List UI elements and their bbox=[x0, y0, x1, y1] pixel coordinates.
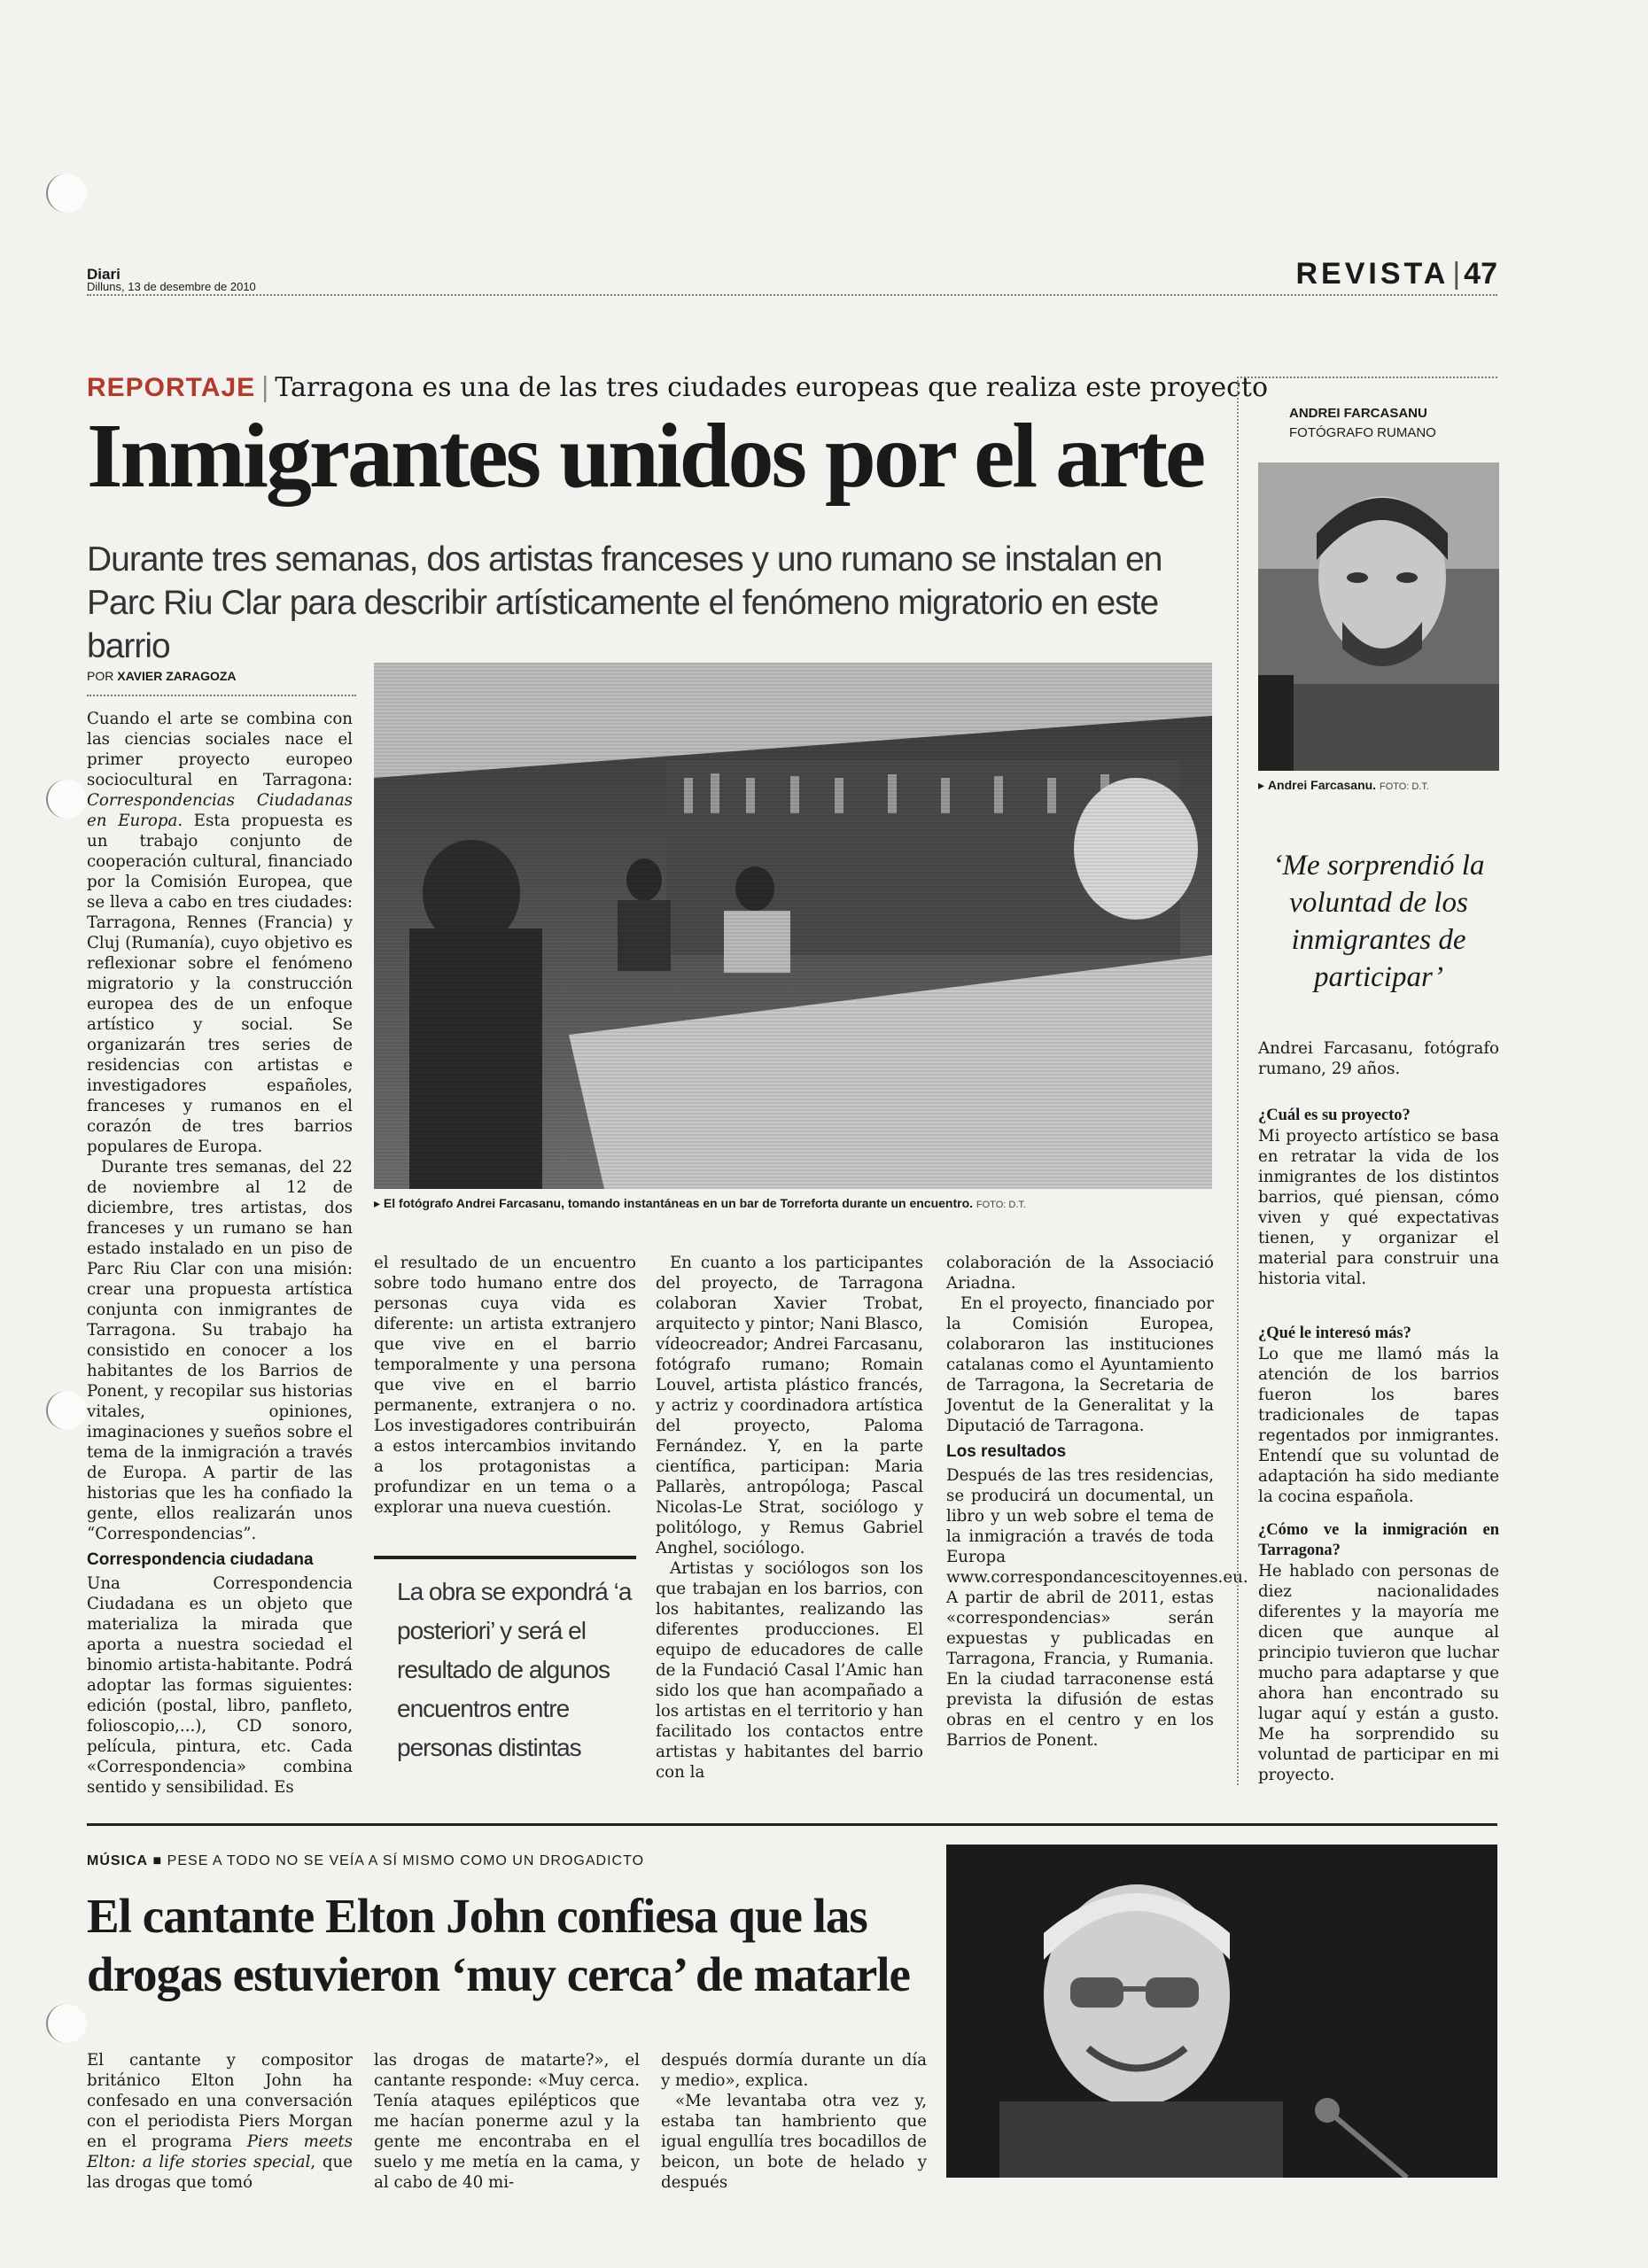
sidebar-intro-text: Andrei Farcasanu, fotógrafo rumano, 29 años. bbox=[1258, 1039, 1499, 1078]
issue-date: Dilluns, 13 de desembre de 2010 bbox=[87, 280, 256, 293]
question-3: ¿Cómo ve la inmigración en Tarragona? bbox=[1258, 1521, 1499, 1559]
sidebar-qa-1 bbox=[1258, 1106, 1499, 1289]
page-number: 47 bbox=[1464, 257, 1497, 291]
sidebar-intro bbox=[1258, 1038, 1499, 1079]
article-column-4 bbox=[946, 1253, 1248, 1751]
music-column-3 bbox=[661, 2050, 927, 2193]
portrait-image bbox=[1258, 462, 1499, 771]
question-1: ¿Cuál es su proyecto? bbox=[1258, 1107, 1411, 1124]
col1-p1-text-a: Cuando el arte se combina con las ciencias sociales nace el primer proyecto europeo sociocultural en Tarragona: bbox=[87, 710, 353, 789]
punch-hole-top bbox=[46, 174, 87, 213]
byline-author: XAVIER ZARAGOZA bbox=[117, 669, 237, 683]
music-col2-paragraph: las drogas de matarte?», el cantante responde: «Muy cerca. Tenía ataques epilépticos que me hacían ponerme azul y la gente me encontraba en el suelo y me metía en la cama, y al cabo de 40 mi- bbox=[374, 2051, 640, 2192]
music-headline: El cantante Elton John confiesa que las drogas estuvieron ‘muy cerca’ de matarle bbox=[87, 1889, 910, 2001]
section-label: REVISTA | 47 bbox=[1295, 257, 1497, 291]
col1-subheading: Correspondencia ciudadana bbox=[87, 1550, 314, 1569]
col4-paragraph-2: En el proyecto, financiado por la Comisión Europea, colaboraron las instituciones catalanas como el Ayuntamiento de Tarragona, la Secretaria de Joventut de la Generalitat y la Diputació de Tarragona. bbox=[946, 1294, 1214, 1435]
music-column-1 bbox=[87, 2050, 353, 2193]
bar-photo bbox=[374, 663, 1212, 1189]
sidebar-quote: ‘Me sorprendió la voluntad de los inmigrantes de participar’ bbox=[1272, 850, 1485, 993]
answer-1: Mi proyecto artístico se basa en retratar la vida de los inmigrantes de los distintos barrios, qué piensan, cómo viven y qué expectativas tienen, y organizar el material para construir una historia vital. bbox=[1258, 1127, 1499, 1288]
header-rule bbox=[87, 294, 1497, 296]
byline-rule bbox=[87, 695, 356, 696]
paper-name: Diari bbox=[87, 266, 120, 283]
kicker-text: Tarragona es una de las tres ciudades europeas que realiza este proyecto bbox=[275, 372, 1269, 403]
kicker-label: REPORTAJE bbox=[87, 373, 256, 402]
col2-paragraph-1: el resultado de un encuentro sobre todo humano entre dos personas cuya vida es diferente: un artista extranjero que vive en el barrio temporalmente y una persona que vive en el barrio permanente, extranjera o no. Los investigadores contribuirán a estos intercambios invitando a los protagonistas a profundizar en un tema o a explorar una nueva cuestión. bbox=[374, 1254, 636, 1517]
elton-image bbox=[946, 1845, 1497, 2178]
article-column-3 bbox=[656, 1253, 923, 1783]
portrait-caption: ▸ Andrei Farcasanu. FOTO: D.T. bbox=[1258, 778, 1429, 792]
bar-photo-caption-text: El fotógrafo Andrei Farcasanu, tomando instantáneas en un bar de Torreforta durante un encuentro. bbox=[383, 1196, 974, 1210]
answer-2: Lo que me llamó más la atención de los barrios fueron los bares tradicionales de tapas regentados por inmigrantes. Entendí que su voluntad de adaptación ha sido mediante la cocina española. bbox=[1258, 1345, 1499, 1506]
music-kicker: MÚSICA ■ PESE A TODO NO SE VEÍA A SÍ MISMO COMO UN DROGADICTO bbox=[87, 1853, 645, 1868]
col4-paragraph-1: colaboración de la Associació Ariadna. bbox=[946, 1254, 1214, 1293]
sidebar-top-rule bbox=[1237, 377, 1497, 378]
col3-paragraph-1: En cuanto a los participantes del proyecto, de Tarragona colaboran Xavier Trobat, arquitecto y pintor; Nani Blasco, vídeocreador; Andrei Farcasanu, fotógrafo rumano; Romain Louvel, artista plástico francés, y actriz y coordinadora artística del proyecto, Paloma Fernández. Y, en la parte científica, participan: Maria Pallarès, antropóloga; Pascal Nicolas-Le Strat, sociólogo y politólogo, y Remus Gabriel Anghel, sociólogo. bbox=[656, 1254, 924, 1557]
col1-p1-text-b: . Esta propuesta es un trabajo conjunto de cooperación cultural, financiado por la Comisión Europea, que se lleva a cabo en tres ciudades: Tarragona, Rennes (Francia) y Cluj (Rumanía), cuyo objetivo es reflexionar sobre el fenómeno migratorio y la construcción europea des de un enfoque artístico y social. Se organizarán tres series de residencias con artistas e investigadores españoles, franceses y rumanos en el corazón de tres barrios populares de Europa. bbox=[87, 812, 353, 1156]
punch-hole-bottom bbox=[46, 2004, 87, 2043]
pullquote-rule bbox=[374, 1556, 636, 1559]
col4-subheading: Los resultados bbox=[946, 1442, 1067, 1461]
music-col3-paragraph-2: «Me levantaba otra vez y, estaba tan hambriento que igual engullía tres bocadillos de beicon, un bote de helado y después bbox=[661, 2092, 927, 2192]
byline bbox=[87, 669, 237, 683]
music-col1-paragraph bbox=[87, 2050, 353, 2193]
question-2: ¿Qué le interesó más? bbox=[1258, 1324, 1411, 1342]
bar-photo-caption: ▸ El fotógrafo Andrei Farcasanu, tomando instantáneas en un bar de Torreforta durante un encuentro. FOTO: D.T. bbox=[374, 1196, 1026, 1210]
col4-paragraph-3: Después de las tres residencias, se producirá un documental, un libro y un web sobre el tema de la inmigración a través de toda Europa www.correspondancescitoyennes.eu. A partir de abril de 2011, estas «correspondencias» serán expuestas y publicadas en Tarragona, Francia, y Rumania. En la ciudad tarraconense está prevista la difusión de estas obras en el centro y en los Barrios de Ponent. bbox=[946, 1466, 1248, 1750]
pullquote: La obra se expondrá ‘a posteriori’ y será el resultado de algunos encuentros entre personas distintas bbox=[397, 1578, 632, 1761]
col1-paragraph-2: Durante tres semanas, del 22 de noviembre al 12 de diciembre, tres artistas, dos franceses y un rumano se han estado instalado en un piso de Parc Riu Clar con una misión: crear una propuesta artística conjunta con inmigrantes de Tarragona. Su trabajo ha consistido en conocer a los habitantes de los Barrios de Ponent, y recopilar sus historias vitales, opiniones, imaginaciones y sueños sobre el tema de la inmigración a través de Europa. A partir de las historias que les ha confiado la gente, ellos realizarán unos “Correspondencias”. bbox=[87, 1158, 353, 1543]
col3-paragraph-2: Artistas y sociólogos son los que trabajan en los barrios, con los habitantes, realizando las diferentes producciones. El equipo de educadores de calle de la Fundació Casal l’Amic han sido los que han acompañado a los artistas en el territorio y han facilitado los contactos entre artistas y habitantes del barrio con la bbox=[656, 1559, 923, 1782]
col1-p1-italic: Correspondencias Ciudadanas en Europa bbox=[87, 791, 353, 830]
sidebar-qa-3 bbox=[1258, 1520, 1499, 1785]
music-col1-text-b: , que las drogas que tomó bbox=[87, 2153, 353, 2192]
punch-hole-middle bbox=[46, 780, 87, 819]
col1-paragraph-1 bbox=[87, 709, 353, 1157]
byline-prefix: POR bbox=[87, 669, 114, 683]
article-subhead: Durante tres semanas, dos artistas franceses y uno rumano se instalan en Parc Riu Clar para describir artísticamente el fenómeno migratorio en este barrio bbox=[87, 540, 1162, 665]
sidebar-name: ANDREI FARCASANU bbox=[1289, 406, 1427, 421]
article-column-2 bbox=[374, 1253, 636, 1518]
music-col1-italic: Piers meets Elton: a life stories special bbox=[87, 2132, 353, 2171]
music-kicker-label: MÚSICA bbox=[87, 1853, 149, 1868]
music-col3-paragraph-1: después dormía durante un día y medio», explica. bbox=[661, 2051, 927, 2090]
sidebar-role: FOTÓGRAFO RUMANO bbox=[1289, 425, 1436, 440]
article-divider bbox=[87, 1823, 1497, 1826]
music-col1-text-a: El cantante y compositor británico Elton John ha confesado en una conversación con el periodista Piers Morgan en el programa bbox=[87, 2051, 353, 2151]
article-column-1 bbox=[87, 709, 353, 1798]
section-name: REVISTA bbox=[1295, 257, 1450, 291]
bar-photo-image bbox=[374, 663, 1212, 1189]
portrait-source: FOTO: D.T. bbox=[1379, 781, 1429, 792]
portrait-caption-text: Andrei Farcasanu. bbox=[1267, 778, 1377, 792]
music-kicker-text: PESE A TODO NO SE VEÍA A SÍ MISMO COMO UN DROGADICTO bbox=[167, 1853, 645, 1868]
sidebar-qa-2 bbox=[1258, 1324, 1499, 1507]
sidebar-divider bbox=[1237, 377, 1239, 1785]
elton-photo bbox=[946, 1845, 1497, 2178]
answer-3: He hablado con personas de diez nacionalidades diferentes y la mayoría me dicen que aunque al principio tuvieron que luchar mucho para adaptarse y que ahora han encontrado su lugar aquí y están a gusto. Me ha sorprendido su voluntad de participar en mi proyecto. bbox=[1258, 1562, 1499, 1784]
article-headline: Inmigrantes unidos por el arte bbox=[87, 405, 1204, 507]
article-kicker: REPORTAJE | Tarragona es una de las tres ciudades europeas que realiza este proyecto bbox=[87, 372, 1269, 403]
col1-paragraph-3: Una Correspondencia Ciudadana es un objeto que materializa la mirada que aporta a nuestra sociedad el binomio artista-habitante. Podrá adoptar las formas siguientes: edición (postal, libro, panfleto, folioscopio,...), CD sonoro, película, pintura, etc. Cada «Correspondencia» combina sentido y sensibilidad. Es bbox=[87, 1574, 353, 1797]
punch-hole-lower bbox=[46, 1391, 87, 1430]
music-column-2 bbox=[374, 2050, 640, 2193]
portrait-photo bbox=[1258, 462, 1499, 771]
bar-photo-source: FOTO: D.T. bbox=[976, 1200, 1026, 1210]
